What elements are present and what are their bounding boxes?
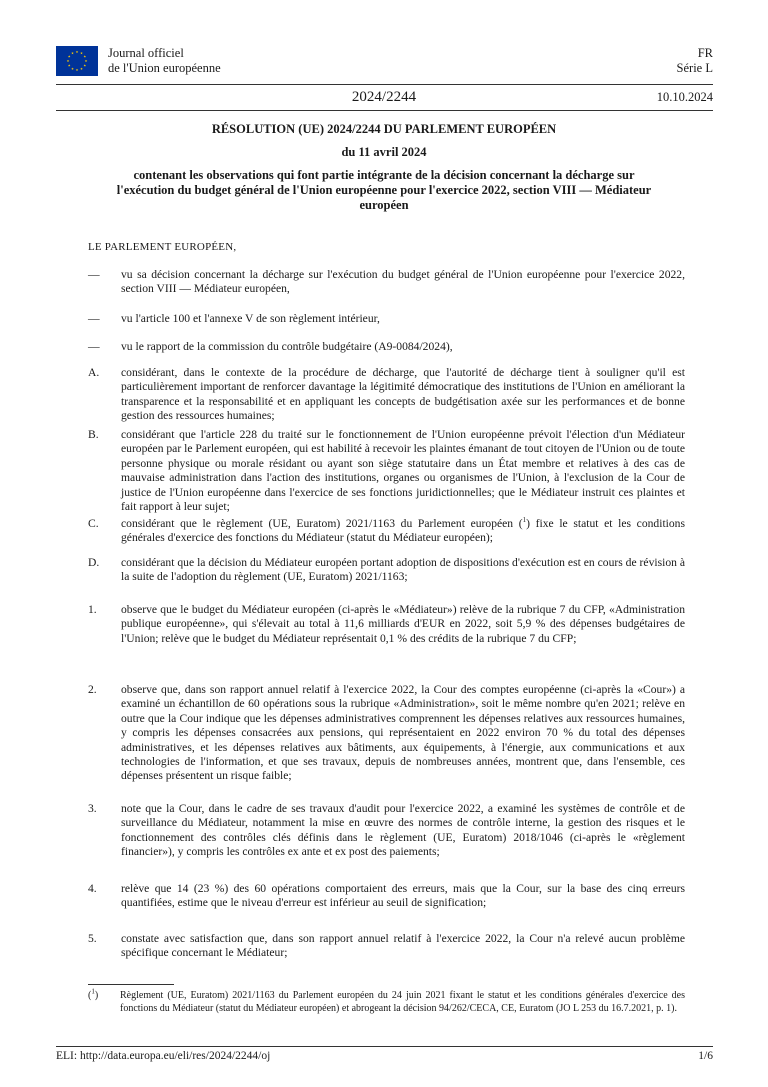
point-number: 1. <box>88 603 97 616</box>
footnote-number: 1 <box>91 987 95 996</box>
resolution-subject: contenant les observations qui font partie intégrante de la décision concernant la décharge sur l'exécution du budget général de l'Union européenne pour l'exercice 2022, section VIII — Médiateur européen <box>116 168 652 212</box>
considerant-marker: C. <box>88 517 99 530</box>
considerant-marker: A. <box>88 366 100 379</box>
visa-item <box>88 268 685 297</box>
considerant-text <box>121 517 685 546</box>
language-code: FR <box>697 46 713 60</box>
header-divider <box>56 84 713 85</box>
point-text: observe que le budget du Médiateur européen (ci-après le «Médiateur») relève de la rubrique 7 du CFP, «Administration publique européenne», qui s'élevait au total à 11,6 milliards d'EUR en 2022, soit 5,9 % des dépenses budgétaires de l'Union; relève que le budget du Médiateur représentait 0,1 % des crédits de la rubrique 7 du CFP; <box>121 603 685 645</box>
eu-flag-logo <box>56 46 98 76</box>
language-series <box>677 46 713 76</box>
dash-marker: — <box>88 340 100 353</box>
dash-marker: — <box>88 268 100 281</box>
considerant-text-part: ) fixe le statut et les conditions générales d'exercice des fonctions du Médiateur (statut du Médiateur européen); <box>121 517 685 545</box>
considerant-text: considérant que l'article 228 du traité sur le fonctionnement de l'Union européenne prévoit l'élection d'un Médiateur européen par le Parlement européen, qui est habilité à recevoir les plaintes émanant de tout citoyen de l'Union ou de toute personne physique ou morale résidant ou ayant son siège statutaire dans un État membre et relatives à des cas de mauvaise administration dans l'action des institutions, organes ou organismes de l'Union, à l'exclusion de la Cour de justice de l'Union européenne dans l'exercice de ses fonctions juridictionnelles; que le Médiateur instruit ces plaintes et fait rapport à leur sujet; <box>121 428 685 514</box>
considerant-text-part: considérant que le règlement (UE, Euratom) 2021/1163 du Parlement européen ( <box>121 517 523 530</box>
numbered-point <box>88 932 685 961</box>
point-number: 4. <box>88 882 97 895</box>
footnote <box>88 987 685 1015</box>
footnote-divider <box>88 984 174 985</box>
visa-item <box>88 312 685 326</box>
point-number: 5. <box>88 932 97 945</box>
journal-title <box>108 46 221 76</box>
considerant-text: considérant, dans le contexte de la procédure de décharge, que l'autorité de décharge tient à souligner qu'il est particulièrement important de renforcer davantage la légitimité démocratique des institutions de l'Union en améliorant la transparence et la responsabilité et en appliquant les concepts de budgétisation axée sur les performances et de bonne gestion des ressources humaines; <box>121 366 685 423</box>
publication-date: 10.10.2024 <box>656 90 713 104</box>
journal-line-1: Journal officiel <box>108 46 184 60</box>
point-number: 2. <box>88 683 97 696</box>
considerant-item <box>88 556 685 585</box>
point-number: 3. <box>88 802 97 815</box>
resolution-date: du 11 avril 2024 <box>341 145 427 159</box>
footer-divider <box>56 1046 713 1047</box>
journal-line-2: de l'Union européenne <box>108 61 221 75</box>
footnote-reference[interactable]: 1 <box>522 516 527 525</box>
resolution-title: RÉSOLUTION (UE) 2024/2244 DU PARLEMENT EUROPÉEN <box>211 122 557 136</box>
document-number: 2024/2244 <box>351 89 417 105</box>
visa-text: vu le rapport de la commission du contrôle budgétaire (A9-0084/2024), <box>121 340 453 353</box>
visa-text: vu sa décision concernant la décharge sur l'exécution du budget général de l'Union européenne pour l'exercice 2022, section VIII — Médiateur européen, <box>121 268 685 296</box>
header-divider-2 <box>56 110 713 111</box>
considerant-marker: B. <box>88 428 99 441</box>
considerant-text: considérant que la décision du Médiateur européen portant adoption de dispositions d'exécution est en cours de révision à la suite de l'adoption du règlement (UE, Euratom) 2021/1163; <box>121 556 685 584</box>
point-text: constate avec satisfaction que, dans son rapport annuel relatif à l'exercice 2022, la Cour n'a relevé aucun problème spécifique concernant le Médiateur; <box>121 932 685 960</box>
preamble: LE PARLEMENT EUROPÉEN, <box>88 241 237 253</box>
visa-item <box>88 340 685 354</box>
point-text: note que la Cour, dans le cadre de ses travaux d'audit pour l'exercice 2022, a examiné les systèmes de contrôle et de surveillance du Médiateur, notamment la mise en œuvre des normes de contrôle interne, la gestion des risques et le fonctionnement des contrôles clés définis dans le règlement (UE, Euratom) 2018/1046 (ci-après le «règlement financier»), y compris les contrôles ex ante et ex post des paiements; <box>121 802 685 859</box>
footnote-text: Règlement (UE, Euratom) 2021/1163 du Parlement européen du 24 juin 2021 fixant le statut et les conditions générales d'exercice des fonctions du Médiateur (statut du Médiateur européen) et abrogeant la décision 94/262/CECA, CE, Euratom (JO L 253 du 16.7.2021, p. 1). <box>120 990 685 1014</box>
considerant-item <box>88 428 685 514</box>
series-label: Série L <box>676 61 713 75</box>
flag-background <box>56 46 98 76</box>
page-number: 1/6 <box>698 1050 713 1062</box>
considerant-item <box>88 366 685 424</box>
numbered-point <box>88 802 685 860</box>
point-text: relève que 14 (23 %) des 60 opérations comportaient des erreurs, mais que la Cour, sur la base des cinq erreurs quantifiées, estime que le niveau d'erreur est inférieur au seuil de signification; <box>121 882 685 910</box>
numbered-point <box>88 603 685 646</box>
considerant-item <box>88 517 685 546</box>
eli-link[interactable]: ELI: http://data.europa.eu/eli/res/2024/2244/oj <box>56 1050 271 1062</box>
footnote-marker: ($^1$) <box>88 987 99 1001</box>
point-text: observe que, dans son rapport annuel relatif à l'exercice 2022, la Cour des comptes européenne (ci-après la «Cour») a examiné un échantillon de 60 opérations sous la rubrique «Administration», soit le même nombre qu'en 2021; relève en outre que la Cour indique que les dépenses administratives comprennent les dépenses relatives aux ressources humaines, y compris les dépenses consacrées aux pensions, qui représentaient en 2022 environ 70 % du total des dépenses administratives, et les dépenses relatives aux bâtiments, aux équipements, à l'énergie, aux communications et aux technologies de l'information, et que ses travaux, depuis de nombreuses années, montrent que, dans l'ensemble, ces dépenses présentent un risque faible; <box>121 683 685 783</box>
dash-marker: — <box>88 312 100 325</box>
numbered-point <box>88 882 685 911</box>
considerant-marker: D. <box>88 556 100 569</box>
visa-text: vu l'article 100 et l'annexe V de son règlement intérieur, <box>121 312 380 325</box>
numbered-point <box>88 683 685 784</box>
